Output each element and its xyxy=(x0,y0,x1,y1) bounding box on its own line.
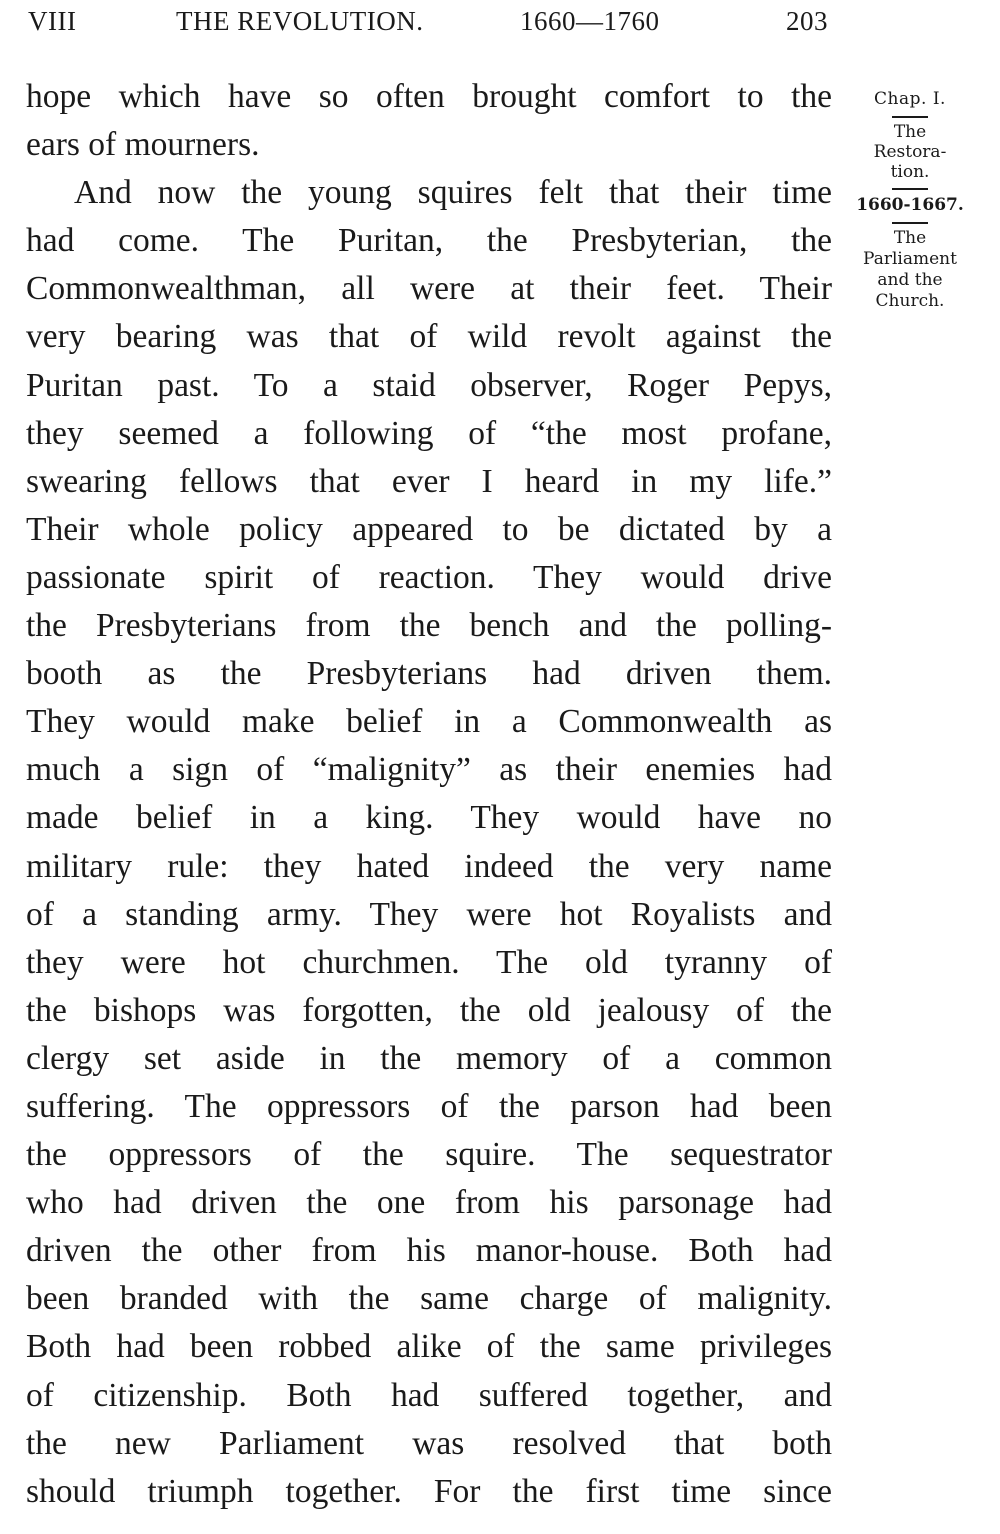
text-line: clergy set aside in the memory of a common xyxy=(26,1039,832,1077)
text-line: of a standing army. They were hot Royalists and xyxy=(26,895,832,933)
margin-dates: 1660-1667. xyxy=(856,195,964,215)
text-line: Their whole policy appeared to be dictated by a xyxy=(26,510,832,548)
text-line: who had driven the one from his parsonage had xyxy=(26,1184,832,1222)
margin-subtopic-line: Church. xyxy=(875,291,945,311)
margin-topic-line: tion. xyxy=(890,162,930,182)
text-line: had come. The Puritan, the Presbyterian, the xyxy=(26,222,832,260)
text-line: driven the other from his manor-house. Both had xyxy=(26,1232,832,1270)
text-line: been branded with the same charge of malignity. xyxy=(26,1280,832,1318)
margin-subtopic-line: and the xyxy=(877,270,943,290)
margin-topic-line: Restora- xyxy=(873,142,947,162)
text-line: the Presbyterians from the bench and the polling- xyxy=(26,607,832,645)
text-line: they were hot churchmen. The old tyranny of xyxy=(26,943,832,981)
text-line: the new Parliament was resolved that both xyxy=(26,1424,832,1462)
margin-subtopic-line: Parliament xyxy=(863,249,957,269)
running-dates: 1660—1760 xyxy=(520,6,660,36)
text-line: the oppressors of the squire. The sequestrator xyxy=(26,1136,832,1174)
text-line: much a sign of “malignity” as their enemies had xyxy=(26,751,832,789)
margin-notes xyxy=(846,88,974,312)
text-line: they seemed a following of “the most profane, xyxy=(26,414,832,452)
text-line: Both had been robbed alike of the same privileges xyxy=(26,1328,832,1366)
text-line: passionate spirit of reaction. They would drive xyxy=(26,558,832,596)
margin-divider xyxy=(892,222,928,224)
margin-subtopic xyxy=(846,228,974,312)
text-line: military rule: they hated indeed the very name xyxy=(26,847,832,885)
margin-divider xyxy=(892,116,928,118)
text-line: They would make belief in a Commonwealth as xyxy=(26,703,832,741)
margin-subtopic-line: The xyxy=(893,228,927,248)
text-line: the bishops was forgotten, the old jealousy of the xyxy=(26,991,832,1029)
text-line: made belief in a king. They would have no xyxy=(26,799,832,837)
page-number: 203 xyxy=(786,6,828,36)
text-line: of citizenship. Both had suffered together, and xyxy=(26,1376,832,1414)
margin-topic-line: The xyxy=(893,122,927,142)
margin-topic xyxy=(846,122,974,182)
text-line: Puritan past. To a staid observer, Roger Pepys, xyxy=(26,366,832,404)
text-line: swearing fellows that ever I heard in my life.” xyxy=(26,462,832,500)
text-line: Commonwealthman, all were at their feet. Their xyxy=(26,270,832,308)
margin-chapter-label: Chap. I. xyxy=(874,89,946,109)
text-line: very bearing was that of wild revolt against the xyxy=(26,318,832,356)
text-line: And now the young squires felt that their time xyxy=(74,174,832,212)
running-title: THE REVOLUTION. xyxy=(176,6,424,36)
running-head xyxy=(28,6,828,40)
body-text xyxy=(26,73,832,1516)
margin-divider xyxy=(892,188,928,190)
text-line: ears of mourners. xyxy=(26,126,260,164)
text-line: hope which have so often brought comfort to the xyxy=(26,78,832,115)
text-line: suffering. The oppressors of the parson had been xyxy=(26,1087,832,1125)
text-line: should triumph together. For the first time since xyxy=(26,1472,832,1510)
text-line: booth as the Presbyterians had driven them. xyxy=(26,655,832,693)
chapter-number: VIII xyxy=(28,6,77,36)
